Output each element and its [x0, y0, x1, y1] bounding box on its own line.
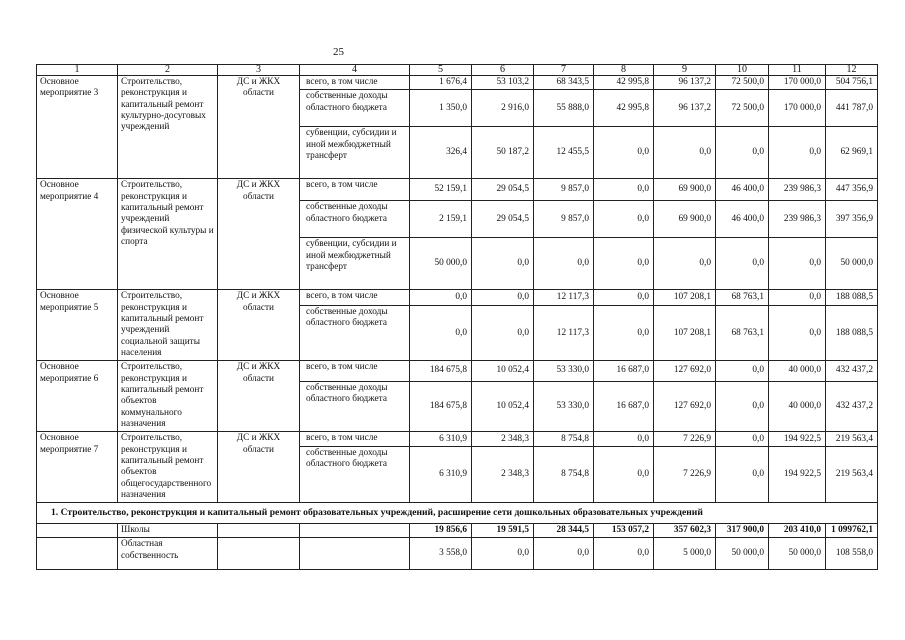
value-cell: 194 922,5: [769, 432, 826, 447]
value-cell: 0,0: [410, 306, 472, 361]
table-row: [37, 523, 878, 537]
value-cell: 10 052,4: [472, 381, 534, 432]
header-cell: 11: [769, 65, 826, 76]
value-cell: 7 226,9: [654, 447, 716, 503]
executor-cell: ДС и ЖКХ области: [218, 432, 300, 503]
value-cell: 9 857,0: [534, 201, 594, 238]
value-cell: 0,0: [594, 447, 654, 503]
value-cell: 0,0: [716, 432, 769, 447]
value-cell: 50 000,0: [716, 538, 769, 570]
value-cell: 69 900,0: [654, 179, 716, 201]
table-row: [37, 432, 878, 447]
value-cell: 2 348,3: [472, 432, 534, 447]
value-cell: 203 410,0: [769, 523, 826, 537]
funding-source-cell: субвенции, субсидии и иной межбюджетный трансферт: [300, 238, 410, 290]
value-cell: 96 137,2: [654, 90, 716, 127]
funding-source-cell: субвенции, субсидии и иной межбюджетный трансферт: [300, 127, 410, 179]
value-cell: 127 692,0: [654, 381, 716, 432]
value-cell: 8 754,8: [534, 432, 594, 447]
description-cell: Строительство, реконструкция и капитальный ремонт объектов коммунального назначения: [118, 361, 218, 432]
value-cell: 42 995,8: [594, 76, 654, 90]
value-cell: 50 000,0: [769, 538, 826, 570]
funding-source-cell: всего, в том числе: [300, 290, 410, 306]
value-cell: 5 000,0: [654, 538, 716, 570]
value-cell: 1 099762,1: [826, 523, 878, 537]
value-cell: 127 692,0: [654, 361, 716, 381]
value-cell: 0,0: [769, 127, 826, 179]
value-cell: 0,0: [534, 538, 594, 570]
value-cell: 62 969,1: [826, 127, 878, 179]
value-cell: 504 756,1: [826, 76, 878, 90]
value-cell: 239 986,3: [769, 179, 826, 201]
funding-source-cell: всего, в том числе: [300, 432, 410, 447]
value-cell: 397 356,9: [826, 201, 878, 238]
table-row: [37, 361, 878, 381]
value-cell: 9 857,0: [534, 179, 594, 201]
value-cell: 0,0: [716, 361, 769, 381]
executor-cell: ДС и ЖКХ области: [218, 290, 300, 361]
description-cell: Строительство, реконструкция и капитальный ремонт культурно-досуговых учреждений: [118, 76, 218, 179]
measure-cell: Основное мероприятие 5: [37, 290, 118, 361]
value-cell: 68 763,1: [716, 290, 769, 306]
description-cell: Строительство, реконструкция и капитальный ремонт объектов общегосударственного назначения: [118, 432, 218, 503]
value-cell: 68 343,5: [534, 76, 594, 90]
value-cell: 29 054,5: [472, 201, 534, 238]
value-cell: 0,0: [534, 238, 594, 290]
value-cell: 317 900,0: [716, 523, 769, 537]
value-cell: 16 687,0: [594, 381, 654, 432]
value-cell: 96 137,2: [654, 76, 716, 90]
value-cell: 2 348,3: [472, 447, 534, 503]
row-label-cell: Областная собственность: [118, 538, 218, 570]
table-row: [37, 179, 878, 201]
value-cell: 40 000,0: [769, 361, 826, 381]
value-cell: 0,0: [472, 238, 534, 290]
measure-cell: Основное мероприятие 6: [37, 361, 118, 432]
value-cell: 0,0: [594, 306, 654, 361]
funding-source-cell: собственные доходы областного бюджета: [300, 90, 410, 127]
value-cell: 40 000,0: [769, 381, 826, 432]
value-cell: 0,0: [654, 238, 716, 290]
funding-source-cell: всего, в том числе: [300, 361, 410, 381]
header-row: [37, 65, 878, 76]
value-cell: 0,0: [769, 306, 826, 361]
value-cell: 0,0: [594, 538, 654, 570]
value-cell: 447 356,9: [826, 179, 878, 201]
value-cell: 0,0: [716, 127, 769, 179]
header-cell: 4: [300, 65, 410, 76]
value-cell: 2 916,0: [472, 90, 534, 127]
value-cell: 188 088,5: [826, 290, 878, 306]
value-cell: 6 310,9: [410, 432, 472, 447]
value-cell: 441 787,0: [826, 90, 878, 127]
value-cell: 6 310,9: [410, 447, 472, 503]
value-cell: 1 676,4: [410, 76, 472, 90]
value-cell: 19 856,6: [410, 523, 472, 537]
value-cell: 29 054,5: [472, 179, 534, 201]
value-cell: 0,0: [472, 538, 534, 570]
value-cell: 0,0: [716, 447, 769, 503]
value-cell: 52 159,1: [410, 179, 472, 201]
funding-source-cell: собственные доходы областного бюджета: [300, 201, 410, 238]
header-cell: 6: [472, 65, 534, 76]
value-cell: 184 675,8: [410, 381, 472, 432]
value-cell: 0,0: [472, 306, 534, 361]
value-cell: 0,0: [594, 238, 654, 290]
value-cell: 0,0: [654, 127, 716, 179]
value-cell: 72 500,0: [716, 90, 769, 127]
blank-cell: [218, 538, 300, 570]
funding-source-cell: всего, в том числе: [300, 76, 410, 90]
value-cell: 326,4: [410, 127, 472, 179]
blank-cell: [37, 523, 118, 537]
value-cell: 42 995,8: [594, 90, 654, 127]
value-cell: 107 208,1: [654, 290, 716, 306]
value-cell: 8 754,8: [534, 447, 594, 503]
value-cell: 0,0: [594, 179, 654, 201]
header-cell: 1: [37, 65, 118, 76]
funding-source-cell: собственные доходы областного бюджета: [300, 381, 410, 432]
description-cell: Строительство, реконструкция и капитальный ремонт учреждений социальной защиты населения: [118, 290, 218, 361]
page-number: 25: [333, 46, 344, 58]
value-cell: 219 563,4: [826, 432, 878, 447]
blank-cell: [218, 523, 300, 537]
value-cell: 10 052,4: [472, 361, 534, 381]
measure-cell: Основное мероприятие 4: [37, 179, 118, 290]
value-cell: 28 344,5: [534, 523, 594, 537]
value-cell: 0,0: [472, 290, 534, 306]
value-cell: 219 563,4: [826, 447, 878, 503]
header-cell: 10: [716, 65, 769, 76]
value-cell: 153 057,2: [594, 523, 654, 537]
value-cell: 1 350,0: [410, 90, 472, 127]
measure-cell: Основное мероприятие 7: [37, 432, 118, 503]
value-cell: 55 888,0: [534, 90, 594, 127]
value-cell: 53 330,0: [534, 381, 594, 432]
header-cell: 9: [654, 65, 716, 76]
value-cell: 188 088,5: [826, 306, 878, 361]
header-cell: 8: [594, 65, 654, 76]
value-cell: 0,0: [594, 201, 654, 238]
header-cell: 7: [534, 65, 594, 76]
value-cell: 0,0: [716, 238, 769, 290]
table-row: [37, 538, 878, 570]
value-cell: 12 117,3: [534, 306, 594, 361]
header-cell: 12: [826, 65, 878, 76]
value-cell: 357 602,3: [654, 523, 716, 537]
section-row: [37, 503, 878, 524]
funding-source-cell: всего, в том числе: [300, 179, 410, 201]
measure-cell: Основное мероприятие 3: [37, 76, 118, 179]
description-cell: Строительство, реконструкция и капитальный ремонт учреждений физической культуры и спорта: [118, 179, 218, 290]
value-cell: 432 437,2: [826, 381, 878, 432]
value-cell: 0,0: [769, 290, 826, 306]
value-cell: 46 400,0: [716, 201, 769, 238]
value-cell: 0,0: [769, 238, 826, 290]
value-cell: 69 900,0: [654, 201, 716, 238]
value-cell: 3 558,0: [410, 538, 472, 570]
blank-cell: [37, 538, 118, 570]
value-cell: 53 330,0: [534, 361, 594, 381]
executor-cell: ДС и ЖКХ области: [218, 361, 300, 432]
value-cell: 16 687,0: [594, 361, 654, 381]
header-cell: 5: [410, 65, 472, 76]
value-cell: 170 000,0: [769, 76, 826, 90]
value-cell: 19 591,5: [472, 523, 534, 537]
value-cell: 107 208,1: [654, 306, 716, 361]
funding-source-cell: собственные доходы областного бюджета: [300, 306, 410, 361]
value-cell: 0,0: [594, 432, 654, 447]
row-label-cell: Школы: [118, 523, 218, 537]
value-cell: 0,0: [594, 290, 654, 306]
value-cell: 0,0: [410, 290, 472, 306]
table-row: [37, 290, 878, 306]
header-cell: 3: [218, 65, 300, 76]
header-cell: 2: [118, 65, 218, 76]
value-cell: 0,0: [716, 381, 769, 432]
section-title: 1. Строительство, реконструкция и капитальный ремонт образовательных учреждений, расширение сети дошкольных образовательных учреждений: [37, 503, 878, 524]
value-cell: 7 226,9: [654, 432, 716, 447]
executor-cell: ДС и ЖКХ области: [218, 76, 300, 179]
value-cell: 50 000,0: [826, 238, 878, 290]
value-cell: 0,0: [594, 127, 654, 179]
value-cell: 194 922,5: [769, 447, 826, 503]
executor-cell: ДС и ЖКХ области: [218, 179, 300, 290]
value-cell: 12 117,3: [534, 290, 594, 306]
value-cell: 50 187,2: [472, 127, 534, 179]
value-cell: 53 103,2: [472, 76, 534, 90]
budget-table: [36, 64, 878, 570]
value-cell: 46 400,0: [716, 179, 769, 201]
value-cell: 108 558,0: [826, 538, 878, 570]
value-cell: 68 763,1: [716, 306, 769, 361]
value-cell: 12 455,5: [534, 127, 594, 179]
value-cell: 50 000,0: [410, 238, 472, 290]
table-row: [37, 76, 878, 90]
value-cell: 239 986,3: [769, 201, 826, 238]
blank-cell: [300, 523, 410, 537]
blank-cell: [300, 538, 410, 570]
funding-source-cell: собственные доходы областного бюджета: [300, 447, 410, 503]
value-cell: 2 159,1: [410, 201, 472, 238]
value-cell: 432 437,2: [826, 361, 878, 381]
value-cell: 170 000,0: [769, 90, 826, 127]
value-cell: 72 500,0: [716, 76, 769, 90]
value-cell: 184 675,8: [410, 361, 472, 381]
